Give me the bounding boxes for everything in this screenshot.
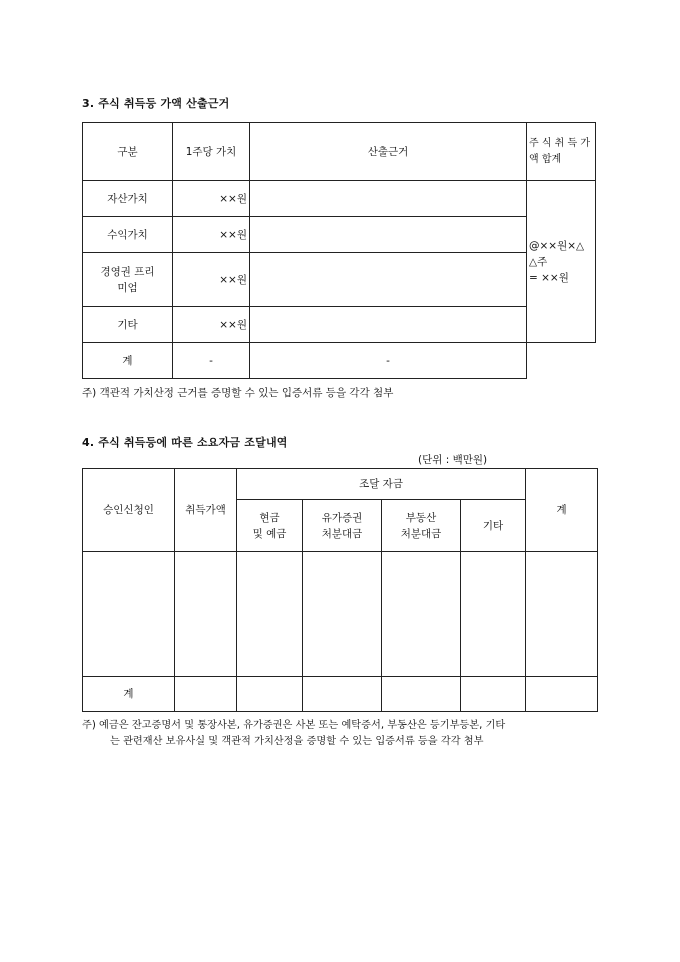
sub-header-line: 유가증권	[321, 511, 363, 524]
row-value: ××원	[173, 307, 250, 343]
sub-header-line: 처분대금	[400, 527, 442, 540]
cell	[303, 677, 382, 712]
row-label: 수익가치	[83, 217, 173, 253]
cell	[382, 677, 461, 712]
funding-table	[82, 468, 598, 712]
table-row	[83, 552, 598, 677]
cell	[526, 677, 598, 712]
total-row-label: 계	[83, 677, 175, 712]
row-basis	[250, 253, 527, 307]
cell	[526, 552, 598, 677]
cell	[461, 552, 526, 677]
unit-label: (단위 : 백만원)	[418, 454, 488, 466]
total-row-label: 계	[83, 343, 173, 379]
cell	[237, 677, 303, 712]
header-acquisition: 취득가액	[175, 469, 237, 552]
cell	[237, 552, 303, 677]
header-per-share: 1주당 가치	[173, 123, 250, 181]
row-value: ××원	[173, 181, 250, 217]
total-formula-line: @××원×△	[529, 239, 585, 252]
total-row	[83, 677, 598, 712]
section4-note-line1: 주) 예금은 잔고증명서 및 통장사본, 유가증권은 사본 또는 예탁증서, 부동산은 등기부등본, 기타	[82, 720, 506, 731]
section3-note: 주) 객관적 가치산정 근거를 증명할 수 있는 입증서류 등을 각각 첨부	[82, 387, 394, 399]
section3-title: 3. 주식 취득등 가액 산출근거	[82, 97, 230, 110]
header-basis: 산출근거	[250, 123, 527, 181]
row-value: ××원	[173, 217, 250, 253]
sub-header-line: 처분대금	[321, 527, 363, 540]
section4-title: 4. 주식 취득등에 따른 소요자금 조달내역	[82, 436, 288, 449]
row-basis	[250, 217, 527, 253]
total-formula-line: = ××원	[529, 271, 569, 284]
sub-header-line: 기타	[482, 519, 504, 532]
valuation-table	[82, 122, 596, 379]
sub-header-real-estate	[382, 500, 461, 552]
row-label	[83, 253, 173, 307]
cell	[175, 677, 237, 712]
sub-header-line: 현금	[259, 511, 280, 524]
header-category: 구분	[83, 123, 173, 181]
row-label: 기타	[83, 307, 173, 343]
total-row-per-share: -	[173, 343, 250, 379]
sub-header-cash	[237, 500, 303, 552]
total-formula-line: △주	[529, 255, 548, 268]
header-total: 주 식 취 득 가 액 합계	[527, 123, 596, 181]
cell	[461, 677, 526, 712]
sub-header-line: 부동산	[405, 511, 437, 524]
cell	[83, 552, 175, 677]
total-row-basis: -	[250, 343, 527, 379]
sub-header-securities	[303, 500, 382, 552]
section4-note-line2: 는 관련재산 보유사실 및 객관적 가치산정을 증명할 수 있는 입증서류 등을 각각 첨부	[110, 736, 484, 747]
header-applicant: 승인신청인	[83, 469, 175, 552]
header-total: 계	[526, 469, 598, 552]
cell	[303, 552, 382, 677]
row-label-text: 경영권 프리미엄	[100, 265, 155, 294]
header-funding: 조달 자금	[237, 469, 526, 500]
cell	[175, 552, 237, 677]
sub-header-other	[461, 500, 526, 552]
row-value: ××원	[173, 253, 250, 307]
cell	[382, 552, 461, 677]
row-label: 자산가치	[83, 181, 173, 217]
sub-header-line: 및 예금	[252, 527, 287, 540]
row-basis	[250, 181, 527, 217]
row-basis	[250, 307, 527, 343]
total-formula-cell	[527, 181, 596, 343]
